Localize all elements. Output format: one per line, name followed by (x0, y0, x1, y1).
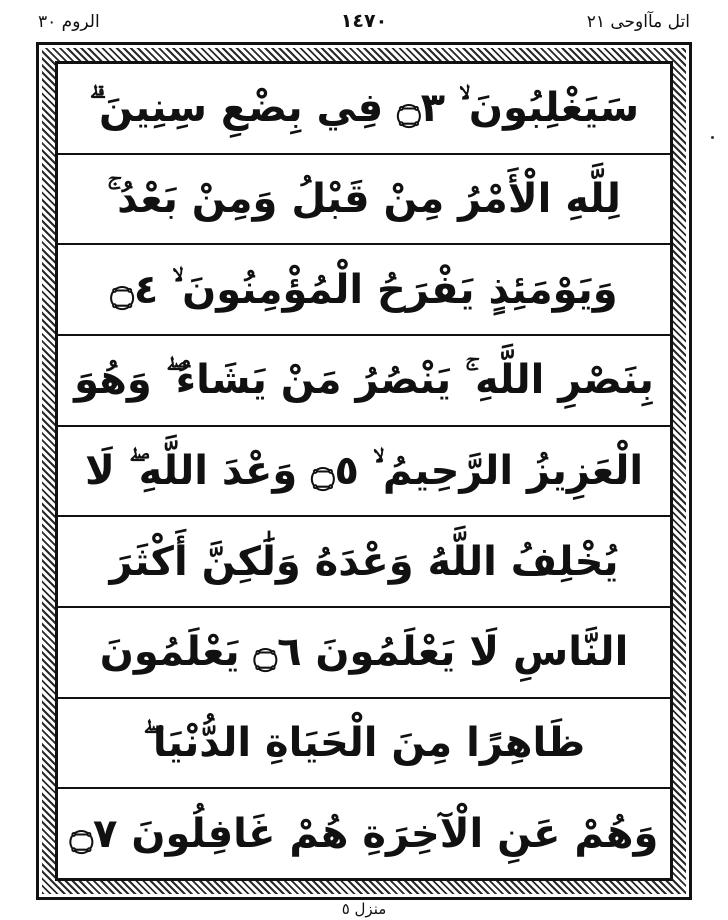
verse-line: ظَاهِرًا مِنَ الْحَيَاةِ الدُّنْيَا ۖ (58, 699, 670, 790)
verse-line: سَيَغْلِبُونَ ۙ ۝٣ فِي بِضْعِ سِنِينَ ۗ (58, 64, 670, 155)
manzil-label: منزل ٥ (341, 900, 387, 918)
verse-line: الْعَزِيزُ الرَّحِيمُ ۙ ۝٥ وَعْدَ اللَّهِ ۖ لَا (58, 427, 670, 518)
margin-dot (711, 136, 714, 139)
juz-name: اتل مآاوحی ٢١ (586, 12, 690, 32)
verse-line: لِلَّهِ الْأَمْرُ مِنْ قَبْلُ وَمِنْ بَعْدُ ۚ (58, 155, 670, 246)
verse-line: النَّاسِ لَا يَعْلَمُونَ ۝٦ يَعْلَمُونَ (58, 608, 670, 699)
page-number: ١٤٧٠ (340, 10, 388, 32)
verse-line: وَهُمْ عَنِ الْآخِرَةِ هُمْ غَافِلُونَ ۝٧ (69, 810, 659, 857)
ornamental-border (36, 42, 692, 900)
text-area (55, 61, 673, 881)
verse-line: يُخْلِفُ اللَّهُ وَعْدَهُ وَلَٰكِنَّ أَكْثَرَ (58, 517, 670, 608)
surah-name: الروم ٣٠ (38, 12, 100, 32)
verse-line: بِنَصْرِ اللَّهِ ۚ يَنْصُرُ مَنْ يَشَاءُ ۖ وَهُوَ (58, 336, 670, 427)
verse-line: وَيَوْمَئِذٍ يَفْرَحُ الْمُؤْمِنُونَ ۙ ۝٤ (58, 245, 670, 336)
page-header (38, 8, 690, 38)
verse-lines (58, 64, 670, 878)
